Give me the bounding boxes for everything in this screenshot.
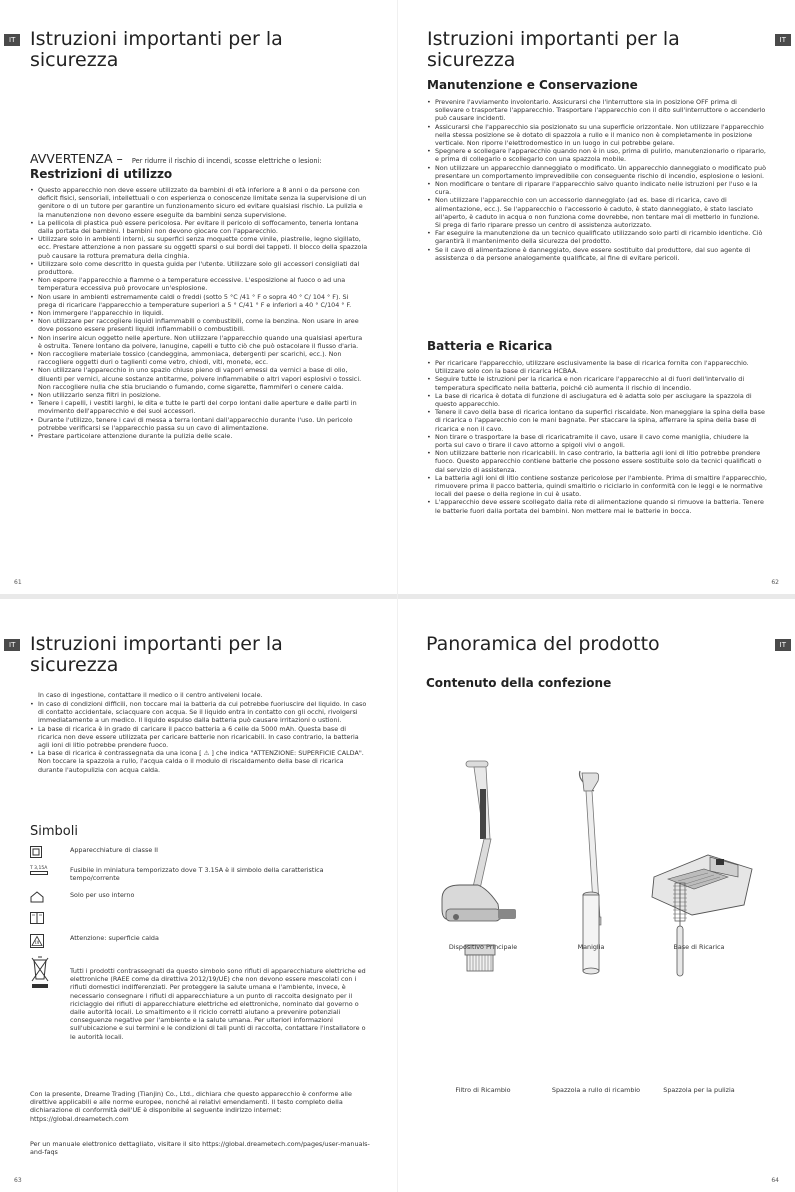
list-item: • Tenere il cavo della base di ricarica lontano da superfici riscaldate. Non maneggiare la spina della base di ricarica o l'apparecchio con le mani bagnate. Per staccare la spina, afferrare la spina della base di ricarica e non il cavo. xyxy=(427,408,767,433)
product-label-spare-filter: Filtro di Ricambio xyxy=(455,1086,511,1094)
symbol-row xyxy=(30,846,370,860)
symbol-row xyxy=(30,912,370,926)
list-item: • Non utilizzare un apparecchio danneggiato o modificato. Un apparecchio danneggiato o modificato può presentare un comportamento imprevedibile con conseguente rischio di incendio, esplosione o lesioni. xyxy=(427,164,767,180)
symbol-text: Fusibile in miniatura temporizzato dove T 3.15A è il simbolo della caratteristica tempo/corrente xyxy=(70,866,324,883)
page-63 xyxy=(0,599,397,1192)
product-label-charging-base: Base di Ricarica xyxy=(673,943,725,951)
page-62 xyxy=(398,0,795,594)
ingestion-note: In caso di ingestione, contattare il medico o il centro antiveleni locale. xyxy=(38,691,263,699)
spare-roller-brush-image xyxy=(576,889,606,979)
list-item: • Per ricaricare l'apparecchio, utilizzare esclusivamente la base di ricarica fornita con l'apparecchio. Utilizzare solo con la base di ricarica HCBAA. xyxy=(427,359,767,375)
list-item: • Non utilizzare l'apparecchio in uno spazio chiuso pieno di vapori emessi da vernici a base di olio, diluenti per vernici, alcune sostanze antitarme, polvere infiammabile o altri vapori esplosivi o tossici. Non raccogliere nulla che stia bruciando o fumando, come sigarette, fiammiferi o cenere calda. xyxy=(30,366,368,391)
list-item: • Seguire tutte le istruzioni per la ricarica e non ricaricare l'apparecchio al di fuori dell'intervallo di temperatura specificato nella batteria, poiché ciò aumenta il rischio di incendio. xyxy=(427,375,767,391)
list-item: • Prevenire l'avviamento involontario. Assicurarsi che l'interruttore sia in posizione OFF prima di sollevare o trasportare l'apparecchio. Trasportare l'apparecchio con il dito sull'interruttore o accenderlo può causare incidenti. xyxy=(427,98,767,123)
list-item: • Utilizzare solo come descritto in questa guida per l'utente. Utilizzare solo gli accessori consigliati dal produttore. xyxy=(30,260,368,276)
restrictions-list xyxy=(30,186,368,440)
warning-line xyxy=(30,148,390,167)
list-item: • Non immergere l'apparecchio in liquidi. xyxy=(30,309,368,317)
symbol-text: Attenzione: superficie calda xyxy=(70,934,159,942)
page-title: Istruzioni importanti per la sicurezza xyxy=(427,28,680,71)
symbols-heading: Simboli xyxy=(30,824,78,839)
symbol-text: Solo per uso interno xyxy=(70,891,135,899)
page-number: 62 xyxy=(771,579,779,586)
list-item: • Non esporre l'apparecchio a fiamme o a temperature eccessive. L'esposizione al fuoco o ad una temperatura eccessiva può provocare un'esplosione. xyxy=(30,276,368,292)
list-item: • Far eseguire la manutenzione da un tecnico qualificato utilizzando solo parti di ricambio identiche. Ciò garantirà il mantenimento della sicurezza del prodotto. xyxy=(427,229,767,245)
list-item: • Spegnere e scollegare l'apparecchio quando non è in uso, prima di pulirlo, manutenzionarlo o ripararlo, e prima di collegarlo o scollegarlo con una spazzola mobile. xyxy=(427,147,767,163)
list-item: • Prestare particolare attenzione durante la pulizia delle scale. xyxy=(30,432,368,440)
product-label-handle: Maniglia xyxy=(577,943,605,951)
house-icon xyxy=(30,891,44,903)
class-ii-icon xyxy=(30,846,42,858)
list-item: • Non utilizzarlo senza filtri in posizione. xyxy=(30,391,368,399)
product-label-cleaning-brush: Spazzola per la pulizia xyxy=(663,1086,735,1094)
charging-base-image xyxy=(648,847,758,917)
language-tag: IT xyxy=(775,34,791,46)
list-item: • Questo apparecchio non deve essere utilizzato da bambini di età inferiore a 8 anni o da persone con deficit fisici, sensoriali, intellettuali o con esperienza o conoscenze limitate senza la supervisione di un genitore o di un tutore per garantire un funzionamento sicuro ed evitare qualsiasi rischio. La pulizia e la manutenzione non devono essere eseguite da bambini senza supervisione. xyxy=(30,186,368,219)
weee-bin-icon xyxy=(30,955,50,991)
fuse-icon xyxy=(30,866,50,875)
section-heading-battery: Batteria e Ricarica xyxy=(427,339,553,353)
list-item: • In caso di condizioni difficili, non toccare mai la batteria da cui potrebbe fuoriuscire del liquido. In caso di contatto accidentale, sciacquare con acqua. Se il liquido entra in contatto con gli occhi, rivolgersi immediatamente a un medico. Il liquido espulso dalla batteria può causare irritazioni o ustioni. xyxy=(30,700,368,725)
product-label-spare-roller-brush: Spazzola a rullo di ricambio xyxy=(551,1086,641,1094)
list-item: • La pellicola di plastica può essere pericolosa. Per evitare il pericolo di soffocamento, tenerla lontana dalla portata dei bambini. I bambini non devono giocare con l'apparecchio. xyxy=(30,219,368,235)
page-title: Istruzioni importanti per la sicurezza xyxy=(30,633,283,676)
language-tag: IT xyxy=(775,639,791,651)
list-item: • L'apparecchio deve essere scollegato dalla rete di alimentazione quando si rimuove la batteria. Tenere le batterie fuori dalla portata dei bambini. Non mettere mai le batterie in bocca. xyxy=(427,498,767,514)
manual-link[interactable]: Per un manuale elettronico dettagliato, visitare il sito https://global.dreametech.com/pages/user-manuals-and-faqs xyxy=(30,1140,370,1157)
symbol-row xyxy=(30,934,370,948)
symbol-text: Apparecchiature di classe II xyxy=(70,846,159,854)
language-tag: IT xyxy=(4,34,20,46)
symbol-row xyxy=(30,955,370,1080)
cleaning-brush-image xyxy=(670,881,690,981)
main-device-image xyxy=(438,759,528,929)
symbol-row xyxy=(30,891,370,905)
list-item: • Non modificare o tentare di riparare l'apparecchio salvo quanto indicato nelle istruzioni per l'uso e la cura. xyxy=(427,180,767,196)
language-tag: IT xyxy=(4,639,20,651)
page-number: 63 xyxy=(14,1177,22,1184)
symbol-row xyxy=(30,866,370,886)
product-label-main-device: Dispositivo Principale xyxy=(448,943,518,951)
battery-list xyxy=(427,359,767,515)
maintenance-list xyxy=(427,98,767,262)
fuse-icon-label: T 3,15A xyxy=(30,866,48,871)
list-item: • Non usare in ambienti estremamente caldi o freddi (sotto 5 °C /41 ° F o sopra 40 ° C/ 104 ° F). Si prega di ricaricare l'apparecchio a temperature superiori a 5 ° C/41 ° F e inferiori a 40 ° C/104 ° F. xyxy=(30,293,368,309)
page-title: Istruzioni importanti per la sicurezza xyxy=(30,28,283,71)
page-title: Panoramica del prodotto xyxy=(426,633,660,655)
list-item: • La base di ricarica è dotata di funzione di asciugatura ed è adatta solo per asciugare la spazzola di questo apparecchio. xyxy=(427,392,767,408)
page-number: 64 xyxy=(771,1177,779,1184)
list-item: • Non tirare o trasportare la base di ricaricatramite il cavo, usare il cavo come maniglia, chiudere la porta sul cavo o tirare il cavo attorno a spigoli vivi o angoli. xyxy=(427,433,767,449)
warning-label: AVVERTENZA – xyxy=(30,151,123,166)
list-item: • Assicurarsi che l'apparecchio sia posizionato su una superficie orizzontale. Non utilizzare l'apparecchio nella stessa posizione se è dotato di spazzola a rullo e il manico non è completamente in posizione verticale. Non riporre l'elettrodomestico in un luogo in cui potrebbe gelare. xyxy=(427,123,767,148)
list-item: • Durante l'utilizzo, tenere i cavi di messa a terra lontani dall'apparecchio durante l'uso. Un pericolo potrebbe verificarsi se l'apparecchio passa su un cavo di alimentazione. xyxy=(30,416,368,432)
warning-text: Per ridurre il rischio di incendi, scosse elettriche o lesioni: xyxy=(131,157,322,165)
list-item: • Tenere i capelli, i vestiti larghi, le dita e tutte le parti del corpo lontani dalle aperture e dalle parti in movimento dell'apparecchio e dei suoi accessori. xyxy=(30,399,368,415)
list-item: • Utilizzare solo in ambienti interni, su superfici senza moquette come vinile, piastrelle, legno sigillato, ecc. Prestare attenzione a non passare su oggetti sparsi o sui bordi dei tappeti. Il blocco della spazzola può causare la rottura prematura della cinghia. xyxy=(30,235,368,260)
list-item: • Non utilizzare batterie non ricaricabili. In caso contrario, la batteria agli ioni di litio potrebbe prendere fuoco. Questo apparecchio contiene batterie che possono essere sostituite solo da tecnici qualificati o dal servizio di assistenza. xyxy=(427,449,767,474)
hot-surface-icon xyxy=(30,934,44,948)
manual-icon xyxy=(30,912,44,924)
list-item: • Non utilizzare per raccogliere liquidi infiammabili o combustibili, come la benzina. Non usare in aree dove possono essere presenti liquidi infiammabili o combustibili. xyxy=(30,317,368,333)
page-64 xyxy=(398,599,795,1192)
list-item: • La base di ricarica è in grado di caricare il pacco batteria a 6 celle da 5000 mAh. Questa base di ricarica non deve essere utilizzata per caricare batterie non ricaricabili. In caso contrario, la batteria agli ioni di litio potrebbe prendere fuoco. xyxy=(30,725,368,750)
list-item: • Non inserire alcun oggetto nelle aperture. Non utilizzare l'apparecchio quando una qualsiasi apertura è ostruita. Tenere lontano da polvere, lanugine, capelli e tutto ciò che può ostacolare il flusso d'aria. xyxy=(30,334,368,350)
list-item: • La base di ricarica è contrassegnata da una icona [ ⚠ ] che indica "ATTENZIONE: SUPERFICIE CALDA". Non toccare la spazzola a rullo, l'acqua calda o il modulo di riscaldamento della base di ricarica durante l'autopulizia con acqua calda. xyxy=(30,749,368,774)
list-item: • Non raccogliere materiale tossico (candeggina, ammoniaca, detergenti per scarichi, ecc.). Non raccogliere oggetti duri o taglienti come vetro, chiodi, viti, monete, ecc. xyxy=(30,350,368,366)
page-number: 61 xyxy=(14,579,22,586)
conformity-declaration: Con la presente, Dreame Trading (Tianjin) Co., Ltd., dichiara che questo apparecchio è conforme alle direttive applicabili e alle norme europee, nonché ai relativi emendamenti. Il testo completo della dichiarazione di conformità dell'UE è disponibile al seguente indirizzo internet: https://global.dreametech.com xyxy=(30,1090,352,1123)
list-item: • La batteria agli ioni di litio contiene sostanze pericolose per l'ambiente. Prima di smaltire l'apparecchio, rimuovere prima il pacco batteria, quindi smaltirlo o riciclarlo in conformità con le leggi e le normative locali del paese o della regione in cui è usato. xyxy=(427,474,767,499)
symbol-text: Tutti i prodotti contrassegnati da questo simbolo sono rifiuti di apparecchiature elettriche ed elettroniche (RAEE come da direttiva 2012/19/UE) che non devono essere mescolati con i rifiuti domestici indifferenziati. Per proteggere la salute umana e l'ambiente, invece, è necessario consegnare i rifiuti di apparecchiature a un punto di raccolta designato per il riciclaggio dei rifiuti di apparecchiature elettriche ed elettroniche, nominato dal governo o dalle autorità locali. Lo smaltimento e il riciclo corretti aiutano a prevenire potenziali conseguenze negative per l'ambiente e la salute umana. Per ulteriori informazioni sull'ubicazione e sui termini e le condizioni di tali punti di raccolta, contattare l'installatore o le autorità locali. xyxy=(70,967,366,1041)
section-heading: Contenuto della confezione xyxy=(426,676,612,690)
battery-safety-list xyxy=(30,700,368,774)
section-heading-maintenance: Manutenzione e Conservazione xyxy=(427,78,638,92)
list-item: • Se il cavo di alimentazione è danneggiato, deve essere sostituito dal produttore, dal suo agente di assistenza o da persone analogamente qualificate, al fine di evitare pericoli. xyxy=(427,246,767,262)
section-heading: Restrizioni di utilizzo xyxy=(30,167,173,181)
list-item: • Non utilizzare l'apparecchio con un accessorio danneggiato (ad es. base di ricarica, cavo di alimentazione, ecc.). Se l'apparecchio o l'accessorio è caduto, è stato danneggiato, è stato lasciato all'aperto, è caduto in acqua o non funziona come dovrebbe, non tentare mai di metterlo in funzione. Si prega di farlo riparare presso un centro di assistenza autorizzato. xyxy=(427,196,767,229)
page-61 xyxy=(0,0,397,594)
